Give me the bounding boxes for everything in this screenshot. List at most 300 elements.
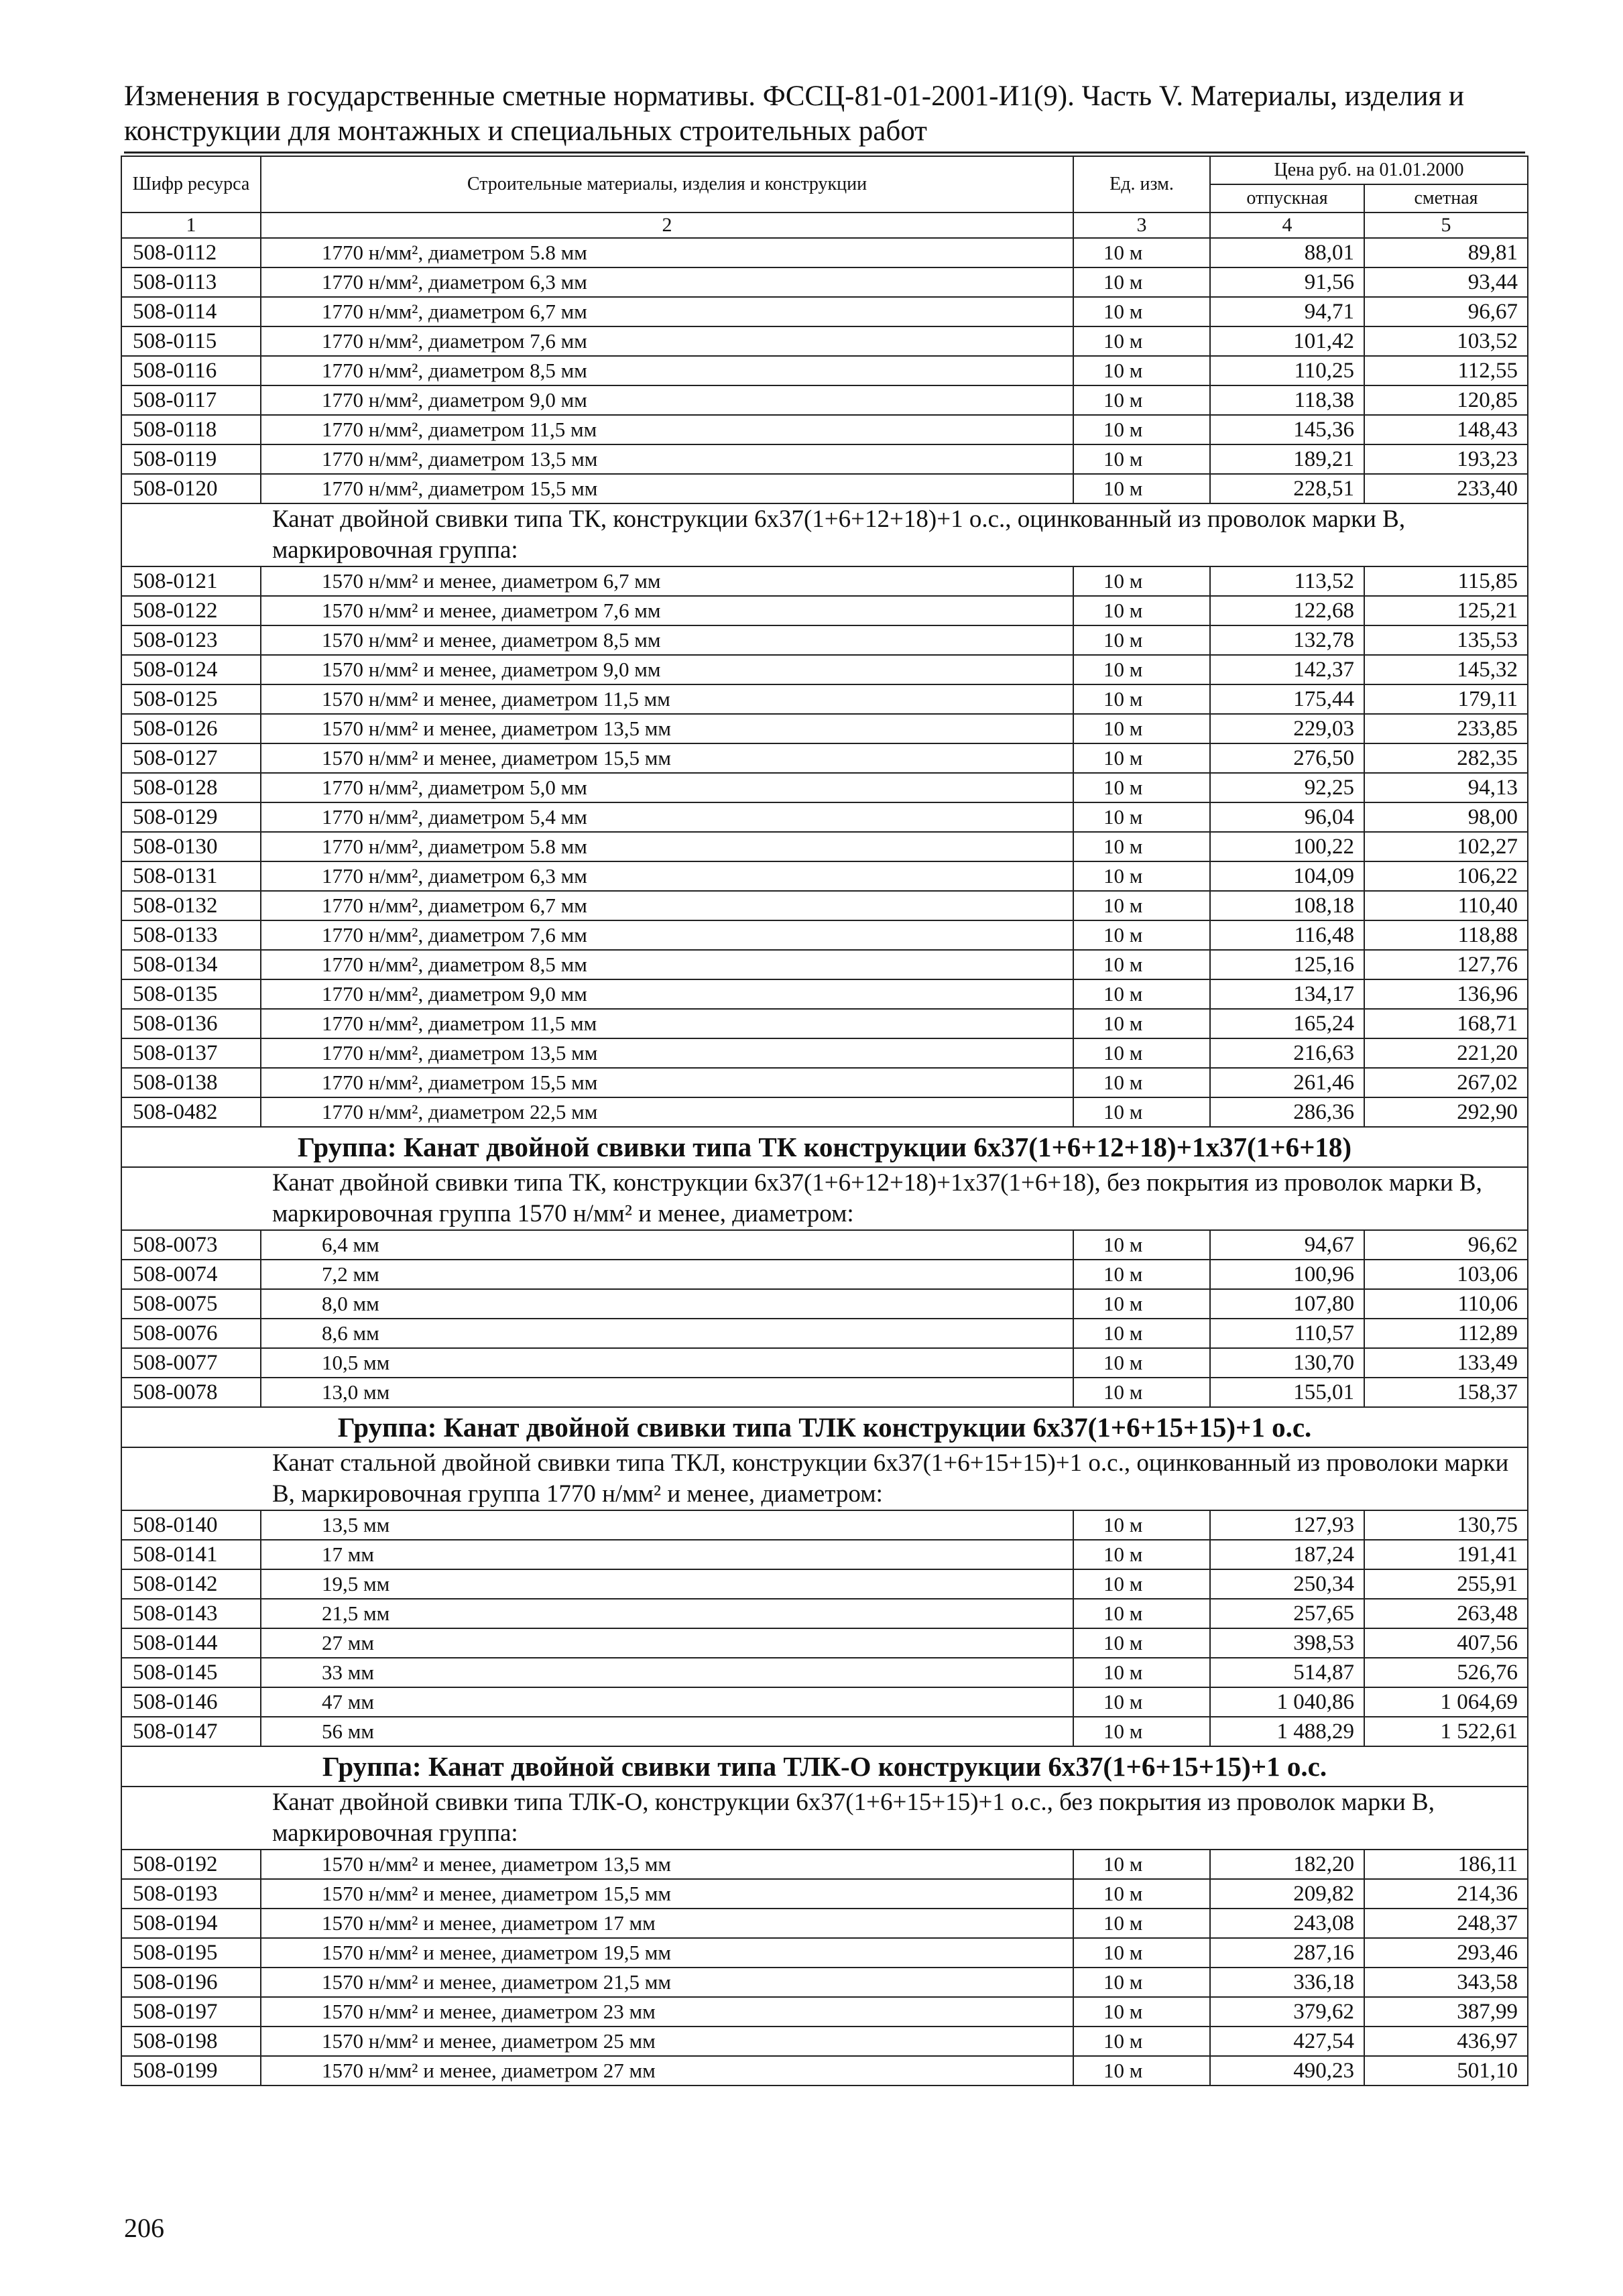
unit-cell: 10 м <box>1073 979 1210 1009</box>
table-row <box>121 832 1528 861</box>
table-row <box>121 1260 1528 1289</box>
material-name: 1570 н/мм² и менее, диаметром 7,6 мм <box>261 596 1073 625</box>
release-price: 88,01 <box>1210 238 1364 267</box>
resource-code: 508-0112 <box>121 238 261 267</box>
table-row <box>121 1319 1528 1348</box>
material-name: 1770 н/мм², диаметром 9,0 мм <box>261 979 1073 1009</box>
table-row <box>121 1997 1528 2027</box>
resource-code: 508-0193 <box>121 1879 261 1909</box>
table-body <box>121 238 1528 2086</box>
estimate-price: 148,43 <box>1364 415 1528 444</box>
table-row <box>121 267 1528 297</box>
table-row <box>121 1289 1528 1319</box>
table-row <box>121 444 1528 474</box>
table-row <box>121 1909 1528 1938</box>
table-row <box>121 1540 1528 1569</box>
subheading-row <box>121 1167 1528 1230</box>
col-number: 3 <box>1073 213 1210 238</box>
material-name: 1770 н/мм², диаметром 11,5 мм <box>261 1009 1073 1038</box>
resource-code: 508-0130 <box>121 832 261 861</box>
estimate-price: 387,99 <box>1364 1997 1528 2027</box>
unit-cell: 10 м <box>1073 920 1210 950</box>
release-price: 125,16 <box>1210 950 1364 979</box>
estimate-price: 127,76 <box>1364 950 1528 979</box>
material-name: 1570 н/мм² и менее, диаметром 11,5 мм <box>261 684 1073 714</box>
estimate-price: 89,81 <box>1364 238 1528 267</box>
estimate-price: 130,75 <box>1364 1510 1528 1540</box>
estimate-price: 1 522,61 <box>1364 1717 1528 1746</box>
resource-code: 508-0120 <box>121 474 261 503</box>
material-name: 19,5 мм <box>261 1569 1073 1599</box>
table-row <box>121 979 1528 1009</box>
resource-code: 508-0118 <box>121 415 261 444</box>
resource-code: 508-0135 <box>121 979 261 1009</box>
release-price: 209,82 <box>1210 1879 1364 1909</box>
material-name: 1770 н/мм², диаметром 6,7 мм <box>261 297 1073 326</box>
unit-cell: 10 м <box>1073 1938 1210 1968</box>
material-name: 1770 н/мм², диаметром 5.8 мм <box>261 238 1073 267</box>
release-price: 229,03 <box>1210 714 1364 743</box>
unit-cell: 10 м <box>1073 1009 1210 1038</box>
resource-code: 508-0075 <box>121 1289 261 1319</box>
unit-cell: 10 м <box>1073 1319 1210 1348</box>
unit-cell: 10 м <box>1073 684 1210 714</box>
estimate-price: 110,40 <box>1364 891 1528 920</box>
release-price: 110,57 <box>1210 1319 1364 1348</box>
unit-cell: 10 м <box>1073 1348 1210 1378</box>
estimate-price: 135,53 <box>1364 625 1528 655</box>
unit-cell: 10 м <box>1073 474 1210 503</box>
table-row <box>121 297 1528 326</box>
resource-code: 508-0199 <box>121 2056 261 2086</box>
resource-code: 508-0116 <box>121 356 261 385</box>
table-row <box>121 474 1528 503</box>
material-name: 1770 н/мм², диаметром 11,5 мм <box>261 415 1073 444</box>
unit-cell: 10 м <box>1073 1717 1210 1746</box>
table-row <box>121 385 1528 415</box>
table-row <box>121 655 1528 684</box>
material-name: 1770 н/мм², диаметром 13,5 мм <box>261 1038 1073 1068</box>
resource-code: 508-0113 <box>121 267 261 297</box>
material-name: 47 мм <box>261 1687 1073 1717</box>
release-price: 250,34 <box>1210 1569 1364 1599</box>
material-name: 1770 н/мм², диаметром 7,6 мм <box>261 920 1073 950</box>
unit-cell: 10 м <box>1073 861 1210 891</box>
resource-code: 508-0074 <box>121 1260 261 1289</box>
estimate-price: 1 064,69 <box>1364 1687 1528 1717</box>
resource-code: 508-0195 <box>121 1938 261 1968</box>
release-price: 100,96 <box>1210 1260 1364 1289</box>
estimate-price: 115,85 <box>1364 566 1528 596</box>
release-price: 108,18 <box>1210 891 1364 920</box>
unit-cell: 10 м <box>1073 596 1210 625</box>
unit-cell: 10 м <box>1073 714 1210 743</box>
material-name: 1770 н/мм², диаметром 5.8 мм <box>261 832 1073 861</box>
unit-cell: 10 м <box>1073 743 1210 773</box>
unit-cell: 10 м <box>1073 444 1210 474</box>
estimate-price: 120,85 <box>1364 385 1528 415</box>
unit-cell: 10 м <box>1073 326 1210 356</box>
release-price: 243,08 <box>1210 1909 1364 1938</box>
release-price: 92,25 <box>1210 773 1364 802</box>
material-name: 6,4 мм <box>261 1230 1073 1260</box>
release-price: 127,93 <box>1210 1510 1364 1540</box>
estimate-price: 96,62 <box>1364 1230 1528 1260</box>
estimate-price: 125,21 <box>1364 596 1528 625</box>
unit-cell: 10 м <box>1073 238 1210 267</box>
estimate-price: 267,02 <box>1364 1068 1528 1097</box>
estimate-price: 233,40 <box>1364 474 1528 503</box>
estimate-price: 106,22 <box>1364 861 1528 891</box>
material-name: 1770 н/мм², диаметром 13,5 мм <box>261 444 1073 474</box>
material-name: 17 мм <box>261 1540 1073 1569</box>
estimate-price: 292,90 <box>1364 1097 1528 1127</box>
estimate-price: 133,49 <box>1364 1348 1528 1378</box>
page-header: Изменения в государственные сметные нормативы. ФССЦ-81-01-2001-И1(9). Часть V. Материалы, изделия и конструкции для монтажных и специальных строительных работ <box>124 80 1464 147</box>
resource-code: 508-0140 <box>121 1510 261 1540</box>
resource-code: 508-0117 <box>121 385 261 415</box>
resource-code: 508-0131 <box>121 861 261 891</box>
release-price: 427,54 <box>1210 2027 1364 2056</box>
resource-code: 508-0076 <box>121 1319 261 1348</box>
table-row <box>121 1658 1528 1687</box>
estimate-price: 501,10 <box>1364 2056 1528 2086</box>
material-name: 21,5 мм <box>261 1599 1073 1628</box>
col-estimate-header: сметная <box>1364 184 1528 213</box>
unit-cell: 10 м <box>1073 1658 1210 1687</box>
unit-cell: 10 м <box>1073 1599 1210 1628</box>
col-price-header: Цена руб. на 01.01.2000 <box>1210 156 1528 184</box>
release-price: 101,42 <box>1210 326 1364 356</box>
material-name: 8,0 мм <box>261 1289 1073 1319</box>
table-row <box>121 773 1528 802</box>
material-name: 1570 н/мм² и менее, диаметром 21,5 мм <box>261 1968 1073 1997</box>
table-row <box>121 1717 1528 1746</box>
subheading-row <box>121 1447 1528 1510</box>
resource-code: 508-0121 <box>121 566 261 596</box>
estimate-price: 110,06 <box>1364 1289 1528 1319</box>
table-row <box>121 1879 1528 1909</box>
material-name: 1570 н/мм² и менее, диаметром 17 мм <box>261 1909 1073 1938</box>
unit-cell: 10 м <box>1073 2027 1210 2056</box>
resource-code: 508-0198 <box>121 2027 261 2056</box>
table-row <box>121 891 1528 920</box>
subheading-text: Канат двойной свивки типа ТЛК-О, конструкции 6х37(1+6+15+15)+1 о.с., без покрытия из проволок марки В, маркировочная группа: <box>121 1787 1528 1850</box>
col-unit-header: Ед. изм. <box>1073 156 1210 213</box>
table-row <box>121 1230 1528 1260</box>
table-row <box>121 920 1528 950</box>
resource-code: 508-0122 <box>121 596 261 625</box>
estimate-price: 103,52 <box>1364 326 1528 356</box>
group-heading: Группа: Канат двойной свивки типа ТЛК конструкции 6х37(1+6+15+15)+1 о.с. <box>121 1407 1528 1447</box>
subheading-text: Канат двойной свивки типа ТК, конструкции 6х37(1+6+12+18)+1 о.с., оцинкованный из проволок марки В, маркировочная группа: <box>121 503 1528 566</box>
estimate-price: 248,37 <box>1364 1909 1528 1938</box>
unit-cell: 10 м <box>1073 1038 1210 1068</box>
table-row <box>121 2056 1528 2086</box>
group-heading-row <box>121 1127 1528 1167</box>
release-price: 132,78 <box>1210 625 1364 655</box>
subheading-row <box>121 1787 1528 1850</box>
estimate-price: 263,48 <box>1364 1599 1528 1628</box>
release-price: 490,23 <box>1210 2056 1364 2086</box>
resource-code: 508-0127 <box>121 743 261 773</box>
unit-cell: 10 м <box>1073 625 1210 655</box>
unit-cell: 10 м <box>1073 1230 1210 1260</box>
unit-cell: 10 м <box>1073 267 1210 297</box>
table-row <box>121 1510 1528 1540</box>
material-name: 1770 н/мм², диаметром 9,0 мм <box>261 385 1073 415</box>
unit-cell: 10 м <box>1073 1378 1210 1407</box>
table-row <box>121 1628 1528 1658</box>
material-name: 1570 н/мм² и менее, диаметром 9,0 мм <box>261 655 1073 684</box>
unit-cell: 10 м <box>1073 1260 1210 1289</box>
release-price: 142,37 <box>1210 655 1364 684</box>
unit-cell: 10 м <box>1073 356 1210 385</box>
material-name: 1770 н/мм², диаметром 15,5 мм <box>261 1068 1073 1097</box>
unit-cell: 10 м <box>1073 415 1210 444</box>
unit-cell: 10 м <box>1073 1628 1210 1658</box>
resource-code: 508-0137 <box>121 1038 261 1068</box>
estimate-price: 233,85 <box>1364 714 1528 743</box>
material-name: 1570 н/мм² и менее, диаметром 15,5 мм <box>261 1879 1073 1909</box>
unit-cell: 10 м <box>1073 655 1210 684</box>
table-row <box>121 596 1528 625</box>
resource-code: 508-0077 <box>121 1348 261 1378</box>
material-name: 1570 н/мм² и менее, диаметром 25 мм <box>261 2027 1073 2056</box>
release-price: 130,70 <box>1210 1348 1364 1378</box>
resource-code: 508-0196 <box>121 1968 261 1997</box>
resource-code: 508-0123 <box>121 625 261 655</box>
release-price: 96,04 <box>1210 802 1364 832</box>
material-name: 1770 н/мм², диаметром 8,5 мм <box>261 356 1073 385</box>
material-name: 8,6 мм <box>261 1319 1073 1348</box>
material-name: 1570 н/мм² и менее, диаметром 19,5 мм <box>261 1938 1073 1968</box>
group-heading: Группа: Канат двойной свивки типа ТК конструкции 6х37(1+6+12+18)+1х37(1+6+18) <box>121 1127 1528 1167</box>
col-number: 2 <box>261 213 1073 238</box>
release-price: 1 488,29 <box>1210 1717 1364 1746</box>
release-price: 379,62 <box>1210 1997 1364 2027</box>
estimate-price: 112,55 <box>1364 356 1528 385</box>
table-row <box>121 566 1528 596</box>
resource-code: 508-0147 <box>121 1717 261 1746</box>
material-name: 1770 н/мм², диаметром 6,7 мм <box>261 891 1073 920</box>
table-row <box>121 1348 1528 1378</box>
table-row <box>121 1378 1528 1407</box>
release-price: 398,53 <box>1210 1628 1364 1658</box>
resource-code: 508-0126 <box>121 714 261 743</box>
release-price: 134,17 <box>1210 979 1364 1009</box>
estimate-price: 168,71 <box>1364 1009 1528 1038</box>
release-price: 276,50 <box>1210 743 1364 773</box>
release-price: 287,16 <box>1210 1938 1364 1968</box>
estimate-price: 112,89 <box>1364 1319 1528 1348</box>
release-price: 100,22 <box>1210 832 1364 861</box>
table-row <box>121 1009 1528 1038</box>
table-row <box>121 326 1528 356</box>
col-release-header: отпускная <box>1210 184 1364 213</box>
unit-cell: 10 м <box>1073 385 1210 415</box>
unit-cell: 10 м <box>1073 1510 1210 1540</box>
unit-cell: 10 м <box>1073 1068 1210 1097</box>
estimate-price: 255,91 <box>1364 1569 1528 1599</box>
release-price: 116,48 <box>1210 920 1364 950</box>
release-price: 107,80 <box>1210 1289 1364 1319</box>
release-price: 94,71 <box>1210 297 1364 326</box>
table-row <box>121 1038 1528 1068</box>
release-price: 104,09 <box>1210 861 1364 891</box>
resource-code: 508-0134 <box>121 950 261 979</box>
estimate-price: 145,32 <box>1364 655 1528 684</box>
material-name: 33 мм <box>261 1658 1073 1687</box>
table-row <box>121 1068 1528 1097</box>
table-row <box>121 1569 1528 1599</box>
unit-cell: 10 м <box>1073 1289 1210 1319</box>
release-price: 286,36 <box>1210 1097 1364 1127</box>
material-name: 1770 н/мм², диаметром 7,6 мм <box>261 326 1073 356</box>
material-name: 1570 н/мм² и менее, диаметром 13,5 мм <box>261 1850 1073 1879</box>
material-name: 1570 н/мм² и менее, диаметром 6,7 мм <box>261 566 1073 596</box>
col-number: 1 <box>121 213 261 238</box>
header-rule <box>124 152 1525 154</box>
material-name: 56 мм <box>261 1717 1073 1746</box>
group-heading-row <box>121 1407 1528 1447</box>
price-table <box>121 156 1528 2086</box>
col-name-header: Строительные материалы, изделия и конструкции <box>261 156 1073 213</box>
unit-cell: 10 м <box>1073 1968 1210 1997</box>
estimate-price: 96,67 <box>1364 297 1528 326</box>
resource-code: 508-0128 <box>121 773 261 802</box>
estimate-price: 136,96 <box>1364 979 1528 1009</box>
resource-code: 508-0197 <box>121 1997 261 2027</box>
release-price: 228,51 <box>1210 474 1364 503</box>
estimate-price: 526,76 <box>1364 1658 1528 1687</box>
material-name: 7,2 мм <box>261 1260 1073 1289</box>
col-number: 4 <box>1210 213 1364 238</box>
release-price: 91,56 <box>1210 267 1364 297</box>
subheading-text: Канат двойной свивки типа ТК, конструкции 6х37(1+6+12+18)+1х37(1+6+18), без покрытия из проволок марки В, маркировочная группа 1570 н/мм² и менее, диаметром: <box>121 1167 1528 1230</box>
material-name: 1770 н/мм², диаметром 22,5 мм <box>261 1097 1073 1127</box>
resource-code: 508-0194 <box>121 1909 261 1938</box>
release-price: 110,25 <box>1210 356 1364 385</box>
unit-cell: 10 м <box>1073 1687 1210 1717</box>
resource-code: 508-0192 <box>121 1850 261 1879</box>
table-row <box>121 625 1528 655</box>
resource-code: 508-0133 <box>121 920 261 950</box>
table-row <box>121 238 1528 267</box>
resource-code: 508-0145 <box>121 1658 261 1687</box>
table-row <box>121 861 1528 891</box>
material-name: 1770 н/мм², диаметром 5,0 мм <box>261 773 1073 802</box>
resource-code: 508-0124 <box>121 655 261 684</box>
col-code-header: Шифр ресурса <box>121 156 261 213</box>
table-row <box>121 1938 1528 1968</box>
release-price: 257,65 <box>1210 1599 1364 1628</box>
material-name: 1570 н/мм² и менее, диаметром 15,5 мм <box>261 743 1073 773</box>
release-price: 187,24 <box>1210 1540 1364 1569</box>
unit-cell: 10 м <box>1073 1997 1210 2027</box>
table-row <box>121 356 1528 385</box>
release-price: 155,01 <box>1210 1378 1364 1407</box>
group-heading-row <box>121 1746 1528 1787</box>
material-name: 10,5 мм <box>261 1348 1073 1378</box>
estimate-price: 93,44 <box>1364 267 1528 297</box>
material-name: 13,0 мм <box>261 1378 1073 1407</box>
estimate-price: 282,35 <box>1364 743 1528 773</box>
release-price: 94,67 <box>1210 1230 1364 1260</box>
release-price: 113,52 <box>1210 566 1364 596</box>
unit-cell: 10 м <box>1073 773 1210 802</box>
material-name: 27 мм <box>261 1628 1073 1658</box>
unit-cell: 10 м <box>1073 1569 1210 1599</box>
unit-cell: 10 м <box>1073 1879 1210 1909</box>
release-price: 182,20 <box>1210 1850 1364 1879</box>
table-row <box>121 684 1528 714</box>
material-name: 1770 н/мм², диаметром 6,3 мм <box>261 861 1073 891</box>
estimate-price: 191,41 <box>1364 1540 1528 1569</box>
release-price: 175,44 <box>1210 684 1364 714</box>
estimate-price: 293,46 <box>1364 1938 1528 1968</box>
resource-code: 508-0138 <box>121 1068 261 1097</box>
table-row <box>121 802 1528 832</box>
resource-code: 508-0136 <box>121 1009 261 1038</box>
resource-code: 508-0114 <box>121 297 261 326</box>
resource-code: 508-0125 <box>121 684 261 714</box>
subheading-text: Канат стальной двойной свивки типа ТКЛ, конструкции 6х37(1+6+15+15)+1 о.с., оцинкованный из проволоки марки В, маркировочная группа 1770 н/мм² и менее, диаметром: <box>121 1447 1528 1510</box>
material-name: 1570 н/мм² и менее, диаметром 13,5 мм <box>261 714 1073 743</box>
estimate-price: 102,27 <box>1364 832 1528 861</box>
material-name: 1770 н/мм², диаметром 8,5 мм <box>261 950 1073 979</box>
resource-code: 508-0146 <box>121 1687 261 1717</box>
estimate-price: 158,37 <box>1364 1378 1528 1407</box>
resource-code: 508-0142 <box>121 1569 261 1599</box>
release-price: 1 040,86 <box>1210 1687 1364 1717</box>
release-price: 122,68 <box>1210 596 1364 625</box>
resource-code: 508-0482 <box>121 1097 261 1127</box>
unit-cell: 10 м <box>1073 891 1210 920</box>
table-row <box>121 1097 1528 1127</box>
estimate-price: 179,11 <box>1364 684 1528 714</box>
resource-code: 508-0073 <box>121 1230 261 1260</box>
release-price: 514,87 <box>1210 1658 1364 1687</box>
estimate-price: 221,20 <box>1364 1038 1528 1068</box>
resource-code: 508-0078 <box>121 1378 261 1407</box>
table-row <box>121 1687 1528 1717</box>
material-name: 1770 н/мм², диаметром 15,5 мм <box>261 474 1073 503</box>
release-price: 261,46 <box>1210 1068 1364 1097</box>
material-name: 1770 н/мм², диаметром 6,3 мм <box>261 267 1073 297</box>
unit-cell: 10 м <box>1073 297 1210 326</box>
resource-code: 508-0115 <box>121 326 261 356</box>
unit-cell: 10 м <box>1073 1850 1210 1879</box>
release-price: 189,21 <box>1210 444 1364 474</box>
unit-cell: 10 м <box>1073 1540 1210 1569</box>
table-row <box>121 2027 1528 2056</box>
estimate-price: 186,11 <box>1364 1850 1528 1879</box>
estimate-price: 214,36 <box>1364 1879 1528 1909</box>
release-price: 145,36 <box>1210 415 1364 444</box>
release-price: 165,24 <box>1210 1009 1364 1038</box>
unit-cell: 10 м <box>1073 1909 1210 1938</box>
table-row <box>121 950 1528 979</box>
resource-code: 508-0141 <box>121 1540 261 1569</box>
estimate-price: 98,00 <box>1364 802 1528 832</box>
resource-code: 508-0132 <box>121 891 261 920</box>
estimate-price: 118,88 <box>1364 920 1528 950</box>
material-name: 1570 н/мм² и менее, диаметром 8,5 мм <box>261 625 1073 655</box>
material-name: 1770 н/мм², диаметром 5,4 мм <box>261 802 1073 832</box>
unit-cell: 10 м <box>1073 566 1210 596</box>
material-name: 1570 н/мм² и менее, диаметром 23 мм <box>261 1997 1073 2027</box>
